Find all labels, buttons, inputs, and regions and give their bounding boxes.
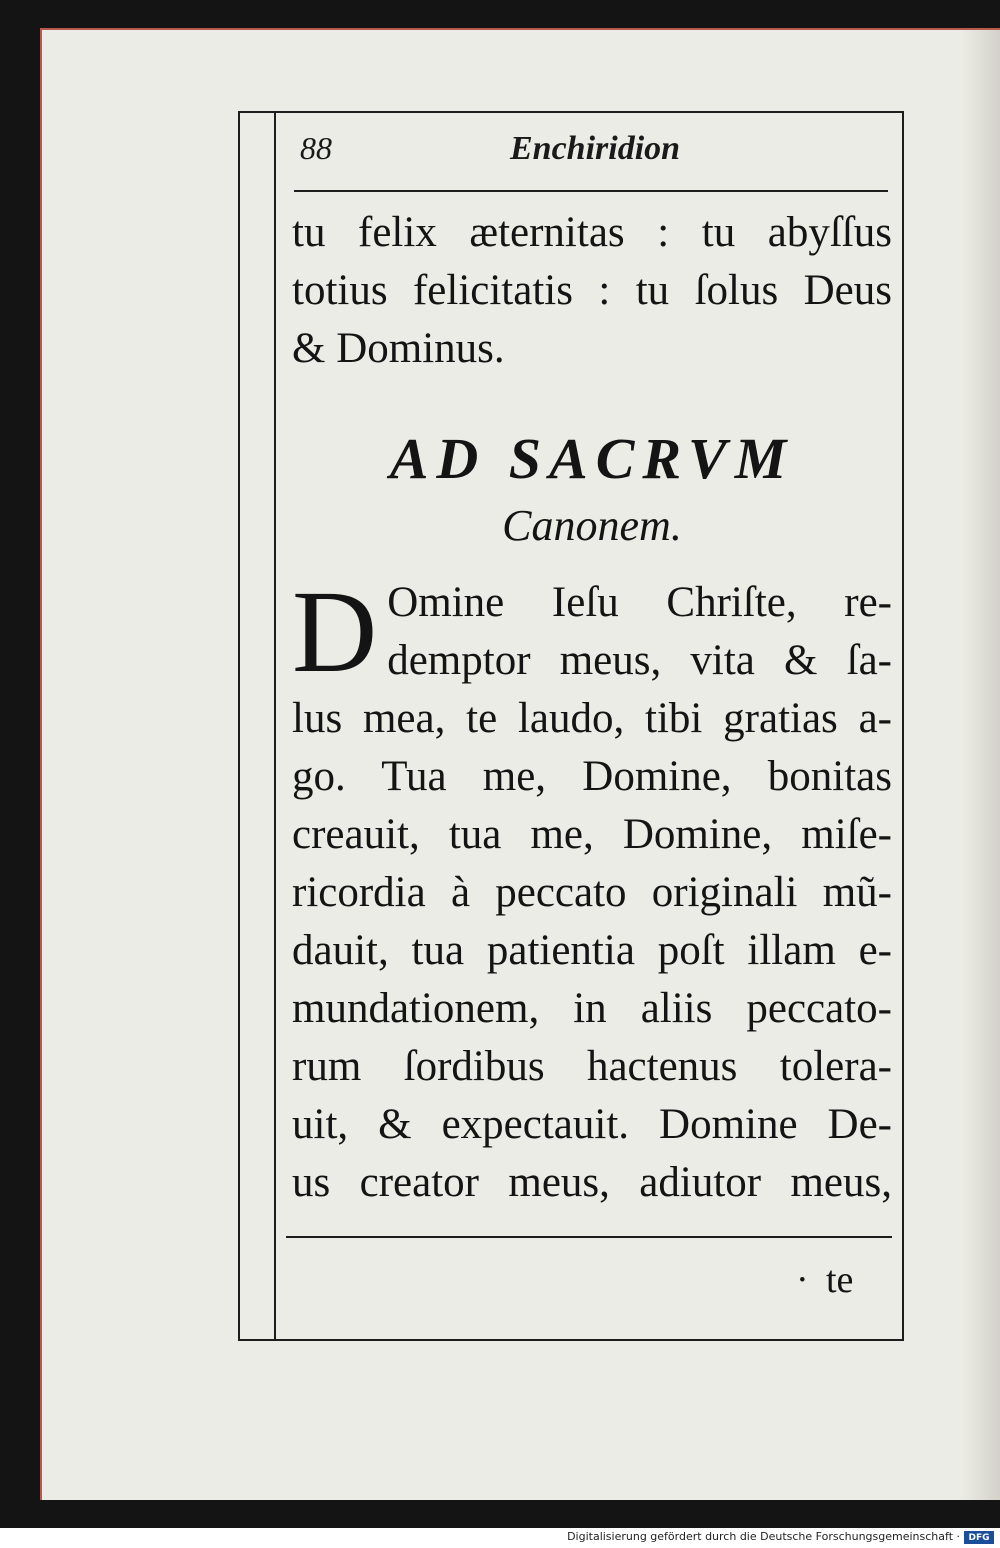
text-line: us creator meus, adiutor meus, [292,1159,892,1206]
text-line: ricordia à peccato originali mũ- [292,869,892,916]
text-line: & Dominus. [292,325,505,372]
section-subheading: Canonem. [502,501,682,550]
page-spine-shadow [962,30,1000,1500]
frame-inner-rule [274,111,276,1341]
catchword: te [826,1259,854,1301]
dfg-logo-icon: DFG [964,1531,994,1544]
footer-rule [286,1236,892,1238]
text-line: go. Tua me, Domine, bonitas [292,753,892,800]
text-line: rum ſordibus hactenus tolera- [292,1043,892,1090]
header-rule [294,190,888,192]
drop-capital: D [292,566,378,697]
text-line: demptor meus, vita & ſa- [387,637,892,684]
digitization-credit: Digitalisierung gefördert durch die Deutsche Forschungsgemeinschaft · [567,1530,960,1543]
text-line: dauit, tua patientia poſt illam e- [292,927,892,974]
text-line: lus mea, te laudo, tibi gratias a- [292,695,892,742]
text-line: tu felix æternitas : tu abyſſus [292,209,892,256]
text-line: totius felicitatis : tu ſolus Deus [292,267,892,314]
body-text [292,566,892,1212]
text-line: mundationem, in aliis peccato- [292,985,892,1032]
page-number: 88 [300,130,332,166]
running-title: Enchiridion [510,130,681,167]
text-line: creauit, tua me, Domine, miſe- [292,811,892,858]
text-line: Omine Ieſu Chriſte, re- [387,579,892,626]
text-line: uit, & expectauit. Domine De- [292,1101,892,1148]
catchword-mark: · [796,1259,809,1301]
section-heading: AD SACRVM [389,426,795,491]
intro-text [292,204,892,378]
